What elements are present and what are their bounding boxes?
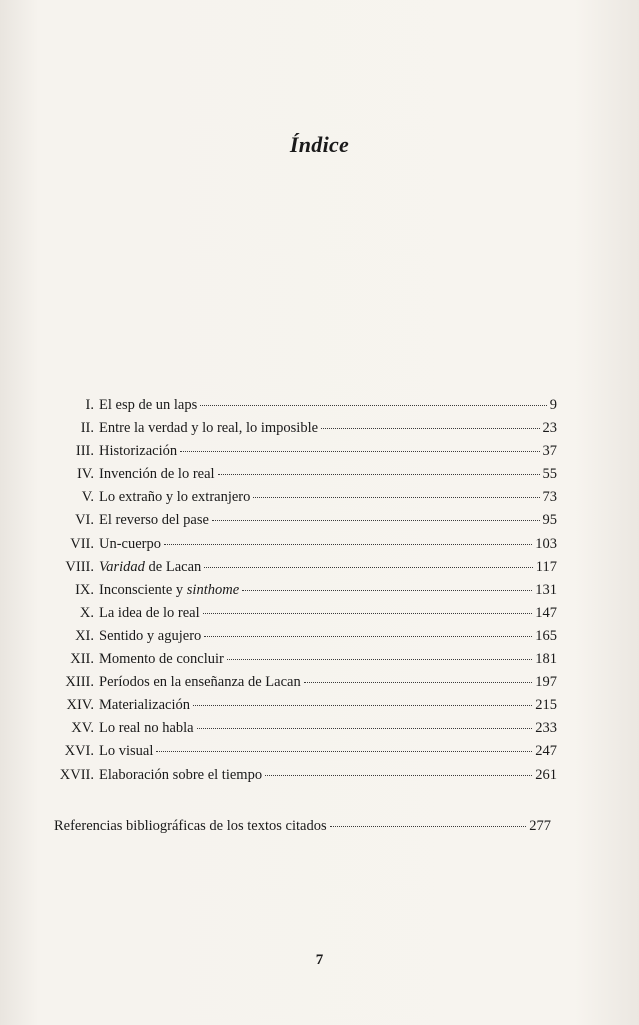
- toc-row: [54, 582, 557, 605]
- chapter-page: 165: [535, 627, 557, 644]
- chapter-title: Sentido y agujero: [99, 627, 202, 644]
- chapter-page: 247: [535, 743, 557, 760]
- chapter-number: XVII.: [59, 766, 94, 783]
- dot-leader: [265, 775, 532, 776]
- chapter-number: XIII.: [65, 674, 94, 691]
- toc-row: [54, 697, 557, 720]
- dot-leader: [204, 636, 532, 637]
- chapter-page: 9: [549, 397, 557, 413]
- page-title: Índice: [289, 132, 350, 157]
- chapter-number: XII.: [70, 651, 94, 668]
- toc-row: [54, 720, 557, 743]
- dot-leader: [204, 567, 533, 568]
- toc-row: [54, 466, 557, 489]
- dot-leader: [193, 705, 532, 706]
- chapter-title: El esp de un laps: [99, 397, 198, 413]
- chapter-page: 215: [535, 697, 557, 714]
- chapter-title-italic: sinthome: [186, 581, 240, 598]
- chapter-title: Invención de lo real: [99, 466, 215, 483]
- toc-row: [54, 512, 557, 535]
- chapter-number: I.: [85, 397, 94, 413]
- toc-row: [54, 743, 557, 766]
- dot-leader: [164, 544, 532, 545]
- dot-leader: [200, 405, 546, 406]
- chapter-number: III.: [75, 443, 94, 460]
- chapter-page: 73: [542, 489, 557, 506]
- chapter-number: VIII.: [65, 558, 94, 575]
- references-title: Referencias bibliográficas de los textos citados: [54, 818, 327, 834]
- chapter-title: Momento de concluir: [99, 651, 224, 668]
- toc-row: [54, 559, 557, 582]
- chapter-title: [99, 559, 201, 576]
- chapter-title: Historización: [99, 443, 178, 460]
- chapter-number: X.: [79, 604, 94, 621]
- chapter-title: Un-cuerpo: [99, 535, 162, 552]
- chapter-number: XIV.: [66, 697, 94, 714]
- chapter-title: Lo real no habla: [99, 720, 194, 737]
- toc-row: [54, 628, 557, 651]
- chapter-page: 23: [542, 420, 557, 437]
- chapter-number: IV.: [76, 466, 94, 483]
- toc-row: [54, 651, 557, 674]
- chapter-number: V.: [81, 489, 94, 506]
- chapter-title-pre: Inconsciente y: [99, 581, 187, 598]
- dot-leader: [330, 826, 527, 827]
- toc-row: [54, 605, 557, 628]
- chapter-title: Elaboración sobre el tiempo: [99, 766, 263, 783]
- chapter-number: IX.: [75, 581, 94, 598]
- chapter-title: Períodos en la enseñanza de Lacan: [99, 674, 301, 691]
- chapter-page: 117: [535, 558, 557, 575]
- chapter-page: 197: [535, 674, 557, 691]
- toc-row: [54, 536, 557, 559]
- chapter-page: 37: [542, 443, 557, 460]
- chapter-title: Entre la verdad y lo real, lo imposible: [99, 420, 319, 437]
- chapter-page: 147: [535, 604, 557, 621]
- toc-row: [54, 443, 557, 466]
- chapter-title: Lo visual: [99, 743, 154, 760]
- chapter-page: 233: [535, 720, 557, 737]
- chapter-title-rest: de Lacan: [144, 558, 202, 575]
- toc-row: [54, 674, 557, 697]
- chapter-number: II.: [80, 420, 94, 437]
- dot-leader: [242, 590, 532, 591]
- chapter-page: 261: [535, 766, 557, 783]
- chapter-number: XVI.: [64, 743, 94, 760]
- toc-row: [54, 489, 557, 512]
- page-number: 7: [315, 952, 324, 968]
- chapter-title: Lo extraño y lo extranjero: [99, 489, 251, 506]
- dot-leader: [218, 474, 540, 475]
- dot-leader: [253, 497, 539, 498]
- dot-leader: [227, 659, 532, 660]
- chapter-title: Materialización: [99, 697, 190, 714]
- dot-leader: [304, 682, 533, 683]
- chapter-page: 181: [535, 651, 557, 668]
- dot-leader: [156, 751, 532, 752]
- chapter-number: VI.: [75, 512, 94, 529]
- chapter-number: XI.: [75, 627, 94, 644]
- dot-leader: [197, 728, 533, 729]
- chapter-number: VII.: [70, 535, 94, 552]
- chapter-page: 55: [542, 466, 557, 483]
- chapter-title: La idea de lo real: [99, 604, 200, 621]
- toc-row: [54, 420, 557, 443]
- chapter-page: 131: [535, 581, 557, 598]
- references-page: 277: [529, 818, 551, 834]
- chapter-page: 103: [535, 535, 557, 552]
- chapter-title-italic: Varidad: [99, 558, 145, 575]
- dot-leader: [180, 451, 539, 452]
- chapter-number: XV.: [71, 720, 94, 737]
- toc-row: [54, 397, 557, 420]
- references-entry: [54, 818, 551, 840]
- dot-leader: [321, 428, 539, 429]
- chapter-title: [99, 582, 239, 599]
- chapter-page: 95: [542, 512, 557, 529]
- dot-leader: [203, 613, 533, 614]
- chapter-title: El reverso del pase: [99, 512, 209, 529]
- table-of-contents: [54, 397, 557, 790]
- toc-row: [54, 818, 551, 840]
- toc-row: [54, 767, 557, 790]
- dot-leader: [212, 520, 540, 521]
